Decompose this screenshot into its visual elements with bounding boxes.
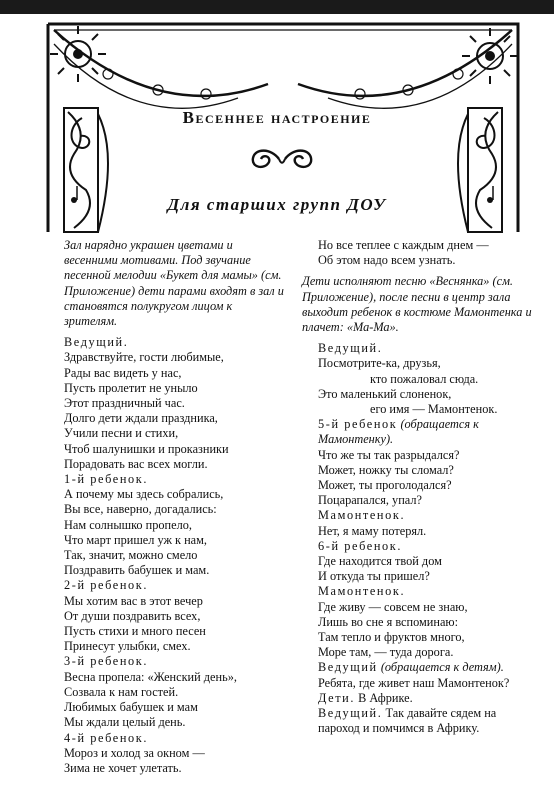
- speaker-label: 4-й ребенок.: [64, 730, 149, 745]
- right-sun-icon: [462, 28, 518, 84]
- verse-line: Пусть пролетит не уныло: [64, 380, 198, 395]
- speaker-label: Ведущий.: [64, 335, 129, 350]
- verse-line: Созвала к нам гостей.: [64, 684, 179, 699]
- verse-line: Там тепло и фруктов много,: [318, 630, 465, 645]
- verse-line: Мороз и холод за окном —: [64, 745, 205, 760]
- speaker-label: 6-й ребенок.: [318, 538, 403, 553]
- speaker-label: 5-й ребенок: [318, 417, 398, 432]
- verse-line: Нам солнышко пропело,: [64, 517, 192, 532]
- verse-line: Может, ножку ты сломал?: [318, 462, 454, 477]
- speaker-label: Дети.: [318, 690, 356, 705]
- speaker-label: 3-й ребенок.: [64, 654, 149, 669]
- verse-line: Мы хотим вас в этот вечер: [64, 593, 203, 608]
- speaker-block: [302, 706, 534, 736]
- stage-direction: (обращается к детям).: [380, 660, 504, 675]
- left-column: [64, 238, 288, 776]
- speaker-block: [302, 691, 534, 706]
- right-column: [302, 238, 534, 737]
- verse-line: А почему мы здесь собрались,: [64, 487, 224, 502]
- verse-line: Где живу — совсем не знаю,: [318, 599, 468, 614]
- verse-line: Учили песни и стихи,: [64, 426, 179, 441]
- verse-line: От души поздравить всех,: [64, 608, 201, 623]
- page-subtitle: Для старших групп ДОУ: [167, 195, 387, 214]
- verse-line: кто пожаловал сюда.: [370, 371, 479, 386]
- verse-line: И откуда ты пришел?: [318, 569, 430, 584]
- speaker-label: Ведущий.: [318, 706, 383, 721]
- speech-text: В Африке.: [358, 690, 413, 705]
- verse-line: Рады вас видеть у нас,: [64, 365, 182, 380]
- verse-line: его имя — Мамонтенок.: [370, 402, 498, 417]
- verse-line: Так, значит, можно смело: [64, 548, 198, 563]
- verse-line: Что же ты так разрыдался?: [318, 447, 460, 462]
- verse-line: Посмотрите-ка, друзья,: [318, 356, 441, 371]
- verse-line: Мы ждали целый день.: [64, 715, 186, 730]
- verse-line: Долго дети ждали праздника,: [64, 411, 218, 426]
- verse-line: Но все теплее с каждым днем —: [318, 238, 489, 252]
- speaker-block: [302, 417, 534, 447]
- stage-direction: (обращается к Мамонтенку).: [318, 417, 479, 447]
- page-title: Весеннее настроение: [182, 108, 372, 127]
- speaker-label: Мамонтенок.: [318, 584, 406, 599]
- speaker-label: Ведущий.: [318, 341, 383, 356]
- ornament-icon: [243, 144, 321, 174]
- verse-line: Где находится твой дом: [318, 554, 442, 569]
- verse-line: Зима не хочет улетать.: [64, 760, 182, 775]
- verse-line: Порадовать вас всех могли.: [64, 456, 208, 471]
- verse-line: Весна пропела: «Женский день»,: [64, 669, 237, 684]
- stage-direction: Зал нарядно украшен цветами и весенними мотивами. Под звучание песенной мелодии «Букет для мамы» (см. Приложение) дети парами входят в зал и становятся полукругом лицом к зрителям.: [64, 238, 284, 329]
- top-edge-bar: [0, 0, 554, 14]
- verse-line: Об этом надо всем узнать.: [318, 253, 456, 268]
- speech-text: Так давайте сядем на пароход и помчимся в Африку.: [318, 706, 497, 736]
- verse-line: Поцарапался, упал?: [318, 493, 422, 508]
- verse-line: Нет, я маму потерял.: [318, 523, 427, 538]
- verse-line: Что март пришел уж к нам,: [64, 532, 207, 547]
- verse-line: Может, ты проголодался?: [318, 478, 452, 493]
- verse-line: Принесут улыбки, смех.: [64, 639, 191, 654]
- verse-line: Это маленький слоненок,: [318, 386, 452, 401]
- speaker-label: 2-й ребенок.: [64, 578, 149, 593]
- verse-line: Вы все, наверно, догадались:: [64, 502, 217, 517]
- verse-line: Этот праздничный час.: [64, 396, 185, 411]
- speech-text: Ребята, где живет наш Мамонтенок?: [318, 675, 510, 690]
- verse-line: Море там, — туда дорога.: [318, 645, 454, 660]
- verse-line: Любимых бабушек и мам: [64, 700, 198, 715]
- speaker-label: 1-й ребенок.: [64, 472, 149, 487]
- speaker-label: Мамонтенок.: [318, 508, 406, 523]
- stage-direction: Дети исполняют песню «Веснянка» (см. Приложение), после песни в центр зала выходит ребенок в костюме Мамонтенка и плачет: «Ма-Ма».: [302, 274, 532, 335]
- speaker-block: [302, 660, 534, 690]
- verse-line: Чтоб шалунишки и проказники: [64, 441, 229, 456]
- verse-line: Лишь во сне я вспоминаю:: [318, 614, 459, 629]
- verse-line: Поздравить бабушек и мам.: [64, 563, 210, 578]
- verse-line: Пусть стихи и много песен: [64, 624, 206, 639]
- verse-line: Здравствуйте, гости любимые,: [64, 350, 224, 365]
- speaker-label: Ведущий: [318, 660, 378, 675]
